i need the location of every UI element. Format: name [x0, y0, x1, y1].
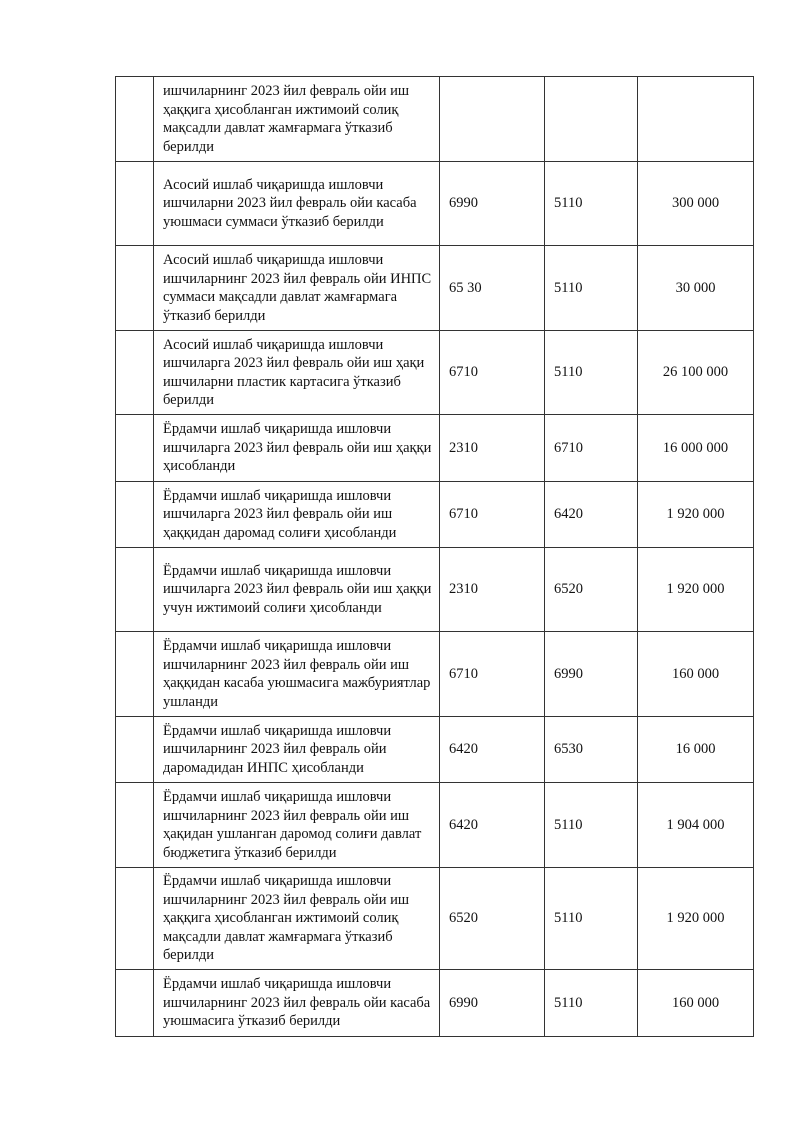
- debit-account: 2310: [440, 548, 545, 632]
- debit-account: 65 30: [440, 246, 545, 331]
- operation-description: Ёрдамчи ишлаб чиқаришда ишловчи ишчиларга 2023 йил февраль ойи иш ҳаққи учун ижтимоий солиғи ҳисобланди: [154, 548, 440, 632]
- row-number-cell: [116, 482, 154, 548]
- credit-account: 5110: [545, 783, 638, 868]
- operation-description: Ёрдамчи ишлаб чиқаришда ишловчи ишчиларнинг 2023 йил февраль ойи иш ҳақидан ушланган даромод солиғи давлат бюджетига ўтказиб берилди: [154, 783, 440, 868]
- operation-description: ишчиларнинг 2023 йил февраль ойи иш ҳаққига ҳисобланган ижтимоий солиқ мақсадли давлат жамғармага ўтказиб берилди: [154, 77, 440, 162]
- row-number-cell: [116, 548, 154, 632]
- credit-account: 5110: [545, 162, 638, 246]
- row-number-cell: [116, 717, 154, 783]
- table-row: [116, 548, 754, 632]
- amount-cell: 30 000: [638, 246, 754, 331]
- row-number-cell: [116, 162, 154, 246]
- debit-account: 6990: [440, 162, 545, 246]
- table-row: [116, 868, 754, 970]
- credit-account: 6520: [545, 548, 638, 632]
- amount-cell: [638, 77, 754, 162]
- credit-account: 5110: [545, 970, 638, 1037]
- row-number-cell: [116, 783, 154, 868]
- amount-cell: 160 000: [638, 632, 754, 717]
- debit-account: 6710: [440, 331, 545, 415]
- row-number-cell: [116, 331, 154, 415]
- operation-description: Асосий ишлаб чиқаришда ишловчи ишчиларга 2023 йил февраль ойи иш ҳақи ишчиларни пластик картасига ўтказиб берилди: [154, 331, 440, 415]
- debit-account: 2310: [440, 415, 545, 482]
- table-row: [116, 77, 754, 162]
- table-row: [116, 246, 754, 331]
- debit-account: 6420: [440, 717, 545, 783]
- table-row: [116, 632, 754, 717]
- row-number-cell: [116, 868, 154, 970]
- debit-account: 6990: [440, 970, 545, 1037]
- debit-account: 6710: [440, 482, 545, 548]
- amount-cell: 16 000: [638, 717, 754, 783]
- credit-account: 6710: [545, 415, 638, 482]
- operation-description: Ёрдамчи ишлаб чиқаришда ишловчи ишчиларга 2023 йил февраль ойи иш ҳаққи ҳисобланди: [154, 415, 440, 482]
- credit-account: 6420: [545, 482, 638, 548]
- credit-account: 6530: [545, 717, 638, 783]
- operation-description: Ёрдамчи ишлаб чиқаришда ишловчи ишчиларнинг 2023 йил февраль ойи иш ҳаққидан касаба уюшмасига мажбуриятлар ушланди: [154, 632, 440, 717]
- table-row: [116, 162, 754, 246]
- row-number-cell: [116, 632, 154, 717]
- row-number-cell: [116, 246, 154, 331]
- amount-cell: 1 920 000: [638, 548, 754, 632]
- debit-account: 6420: [440, 783, 545, 868]
- amount-cell: 1 920 000: [638, 868, 754, 970]
- row-number-cell: [116, 970, 154, 1037]
- operation-description: Ёрдамчи ишлаб чиқаришда ишловчи ишчиларнинг 2023 йил февраль ойи касаба уюшмасига ўтказиб берилди: [154, 970, 440, 1037]
- credit-account: 5110: [545, 246, 638, 331]
- table-row: [116, 415, 754, 482]
- amount-cell: 26 100 000: [638, 331, 754, 415]
- credit-account: 5110: [545, 868, 638, 970]
- table-row: [116, 482, 754, 548]
- row-number-cell: [116, 77, 154, 162]
- operation-description: Асосий ишлаб чиқаришда ишловчи ишчиларнинг 2023 йил февраль ойи ИНПС суммаси мақсадли давлат жамғармага ўтказиб берилди: [154, 246, 440, 331]
- table-row: [116, 717, 754, 783]
- debit-account: 6710: [440, 632, 545, 717]
- amount-cell: 1 920 000: [638, 482, 754, 548]
- credit-account: 5110: [545, 331, 638, 415]
- debit-account: [440, 77, 545, 162]
- amount-cell: 300 000: [638, 162, 754, 246]
- credit-account: [545, 77, 638, 162]
- amount-cell: 160 000: [638, 970, 754, 1037]
- operation-description: Ёрдамчи ишлаб чиқаришда ишловчи ишчиларнинг 2023 йил февраль ойи иш ҳаққига ҳисобланган ижтимоий солиқ мақсадли давлат жамғармага ўтказиб берилди: [154, 868, 440, 970]
- table-row: [116, 331, 754, 415]
- debit-account: 6520: [440, 868, 545, 970]
- row-number-cell: [116, 415, 154, 482]
- journal-entries-table: [115, 76, 754, 1037]
- credit-account: 6990: [545, 632, 638, 717]
- operation-description: Ёрдамчи ишлаб чиқаришда ишловчи ишчиларга 2023 йил февраль ойи иш ҳаққидан даромад солиғи ҳисобланди: [154, 482, 440, 548]
- table-row: [116, 970, 754, 1037]
- operation-description: Асосий ишлаб чиқаришда ишловчи ишчиларни 2023 йил февраль ойи касаба уюшмаси суммаси ўтказиб берилди: [154, 162, 440, 246]
- table-row: [116, 783, 754, 868]
- amount-cell: 16 000 000: [638, 415, 754, 482]
- operation-description: Ёрдамчи ишлаб чиқаришда ишловчи ишчиларнинг 2023 йил февраль ойи даромадидан ИНПС ҳисобланди: [154, 717, 440, 783]
- amount-cell: 1 904 000: [638, 783, 754, 868]
